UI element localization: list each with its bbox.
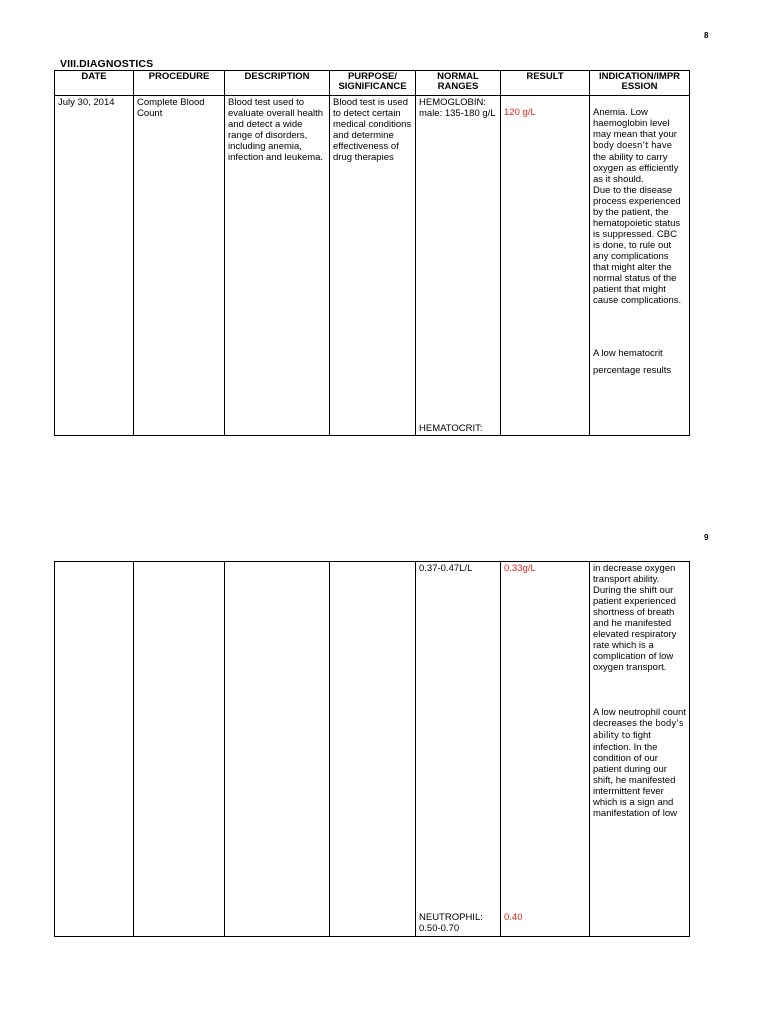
normal-hematocrit: 0.37-0.47L/L (419, 563, 473, 574)
result-hemoglobin: 120 g/L (504, 107, 536, 118)
header-result: RESULT (501, 71, 590, 96)
header-purpose: PURPOSE/ SIGNIFICANCE (330, 71, 416, 96)
header-description: DESCRIPTION (225, 71, 330, 96)
cell-date (55, 562, 134, 937)
header-procedure: PROCEDURE (134, 71, 225, 96)
cell-description (225, 562, 330, 937)
header-indication: INDICATION/IMPR ESSION (590, 71, 690, 96)
cell-result (501, 562, 590, 937)
cell-indication (590, 96, 690, 436)
page-number: 8 (704, 31, 709, 40)
indication-text: the ability to carry oxygen as efficiently as it should. (593, 152, 679, 185)
table-row (55, 96, 690, 436)
normal-hemoglobin: HEMOGLOBIN: male: 135-180 g/L (419, 97, 496, 119)
header-date: DATE (55, 71, 134, 96)
diagnostics-table-page-8 (54, 70, 690, 436)
indication-text: in decrease oxygen transport ability. During the shift our patient experienced shortness of breath and he manifested elevated respiratory rate which is a complication of low oxygen transport. (593, 563, 677, 673)
cell-result (501, 96, 590, 436)
page-number: 9 (704, 533, 709, 542)
indication-text: Due to the disease process experienced by the patient, the hematopoietic status is suppressed. CBC is done, to rule out any complications that might alter the normal status of the patient that might cause complications. (593, 185, 682, 306)
result-hematocrit: 0.33g/L (504, 563, 536, 574)
cell-normal-ranges (416, 562, 501, 937)
cell-date: July 30, 2014 (55, 96, 134, 436)
table-row (55, 562, 690, 937)
cell-purpose (330, 562, 416, 937)
normal-hematocrit-label: HEMATOCRIT: (419, 423, 483, 434)
indication-text: fight infection. In the condition of our patient during our shift, he manifested intermittent fever which is a sign and manifestation of low (593, 730, 677, 819)
cell-procedure (134, 562, 225, 937)
cell-procedure: Complete Blood Count (134, 96, 225, 436)
cell-purpose: Blood test is used to detect certain medical conditions and determine effectiveness of drug therapies (330, 96, 416, 436)
indication-text: Anemia. Low haemoglobin level may mean that your (593, 107, 677, 140)
header-normal-ranges: NORMAL RANGES (416, 71, 501, 96)
normal-neutrophil: NEUTROPHIL: 0.50-0.70 (419, 912, 483, 934)
table-header-row (55, 71, 690, 96)
indication-text: body’s ability to (593, 719, 684, 741)
cell-normal-ranges (416, 96, 501, 436)
cell-description: Blood test used to evaluate overall health and detect a wide range of disorders, including anemia, infection and leukema. (225, 96, 330, 436)
result-neutrophil: 0.40 (504, 912, 523, 923)
cell-indication (590, 562, 690, 937)
indication-text: body doesn’t have (593, 141, 672, 151)
diagnostics-table-page-9 (54, 561, 690, 937)
indication-text: A low neutrophil count decreases the (593, 707, 686, 729)
section-title: VIII.DIAGNOSTICS (60, 58, 154, 70)
indication-text: A low hematocrit percentage results (593, 348, 672, 376)
